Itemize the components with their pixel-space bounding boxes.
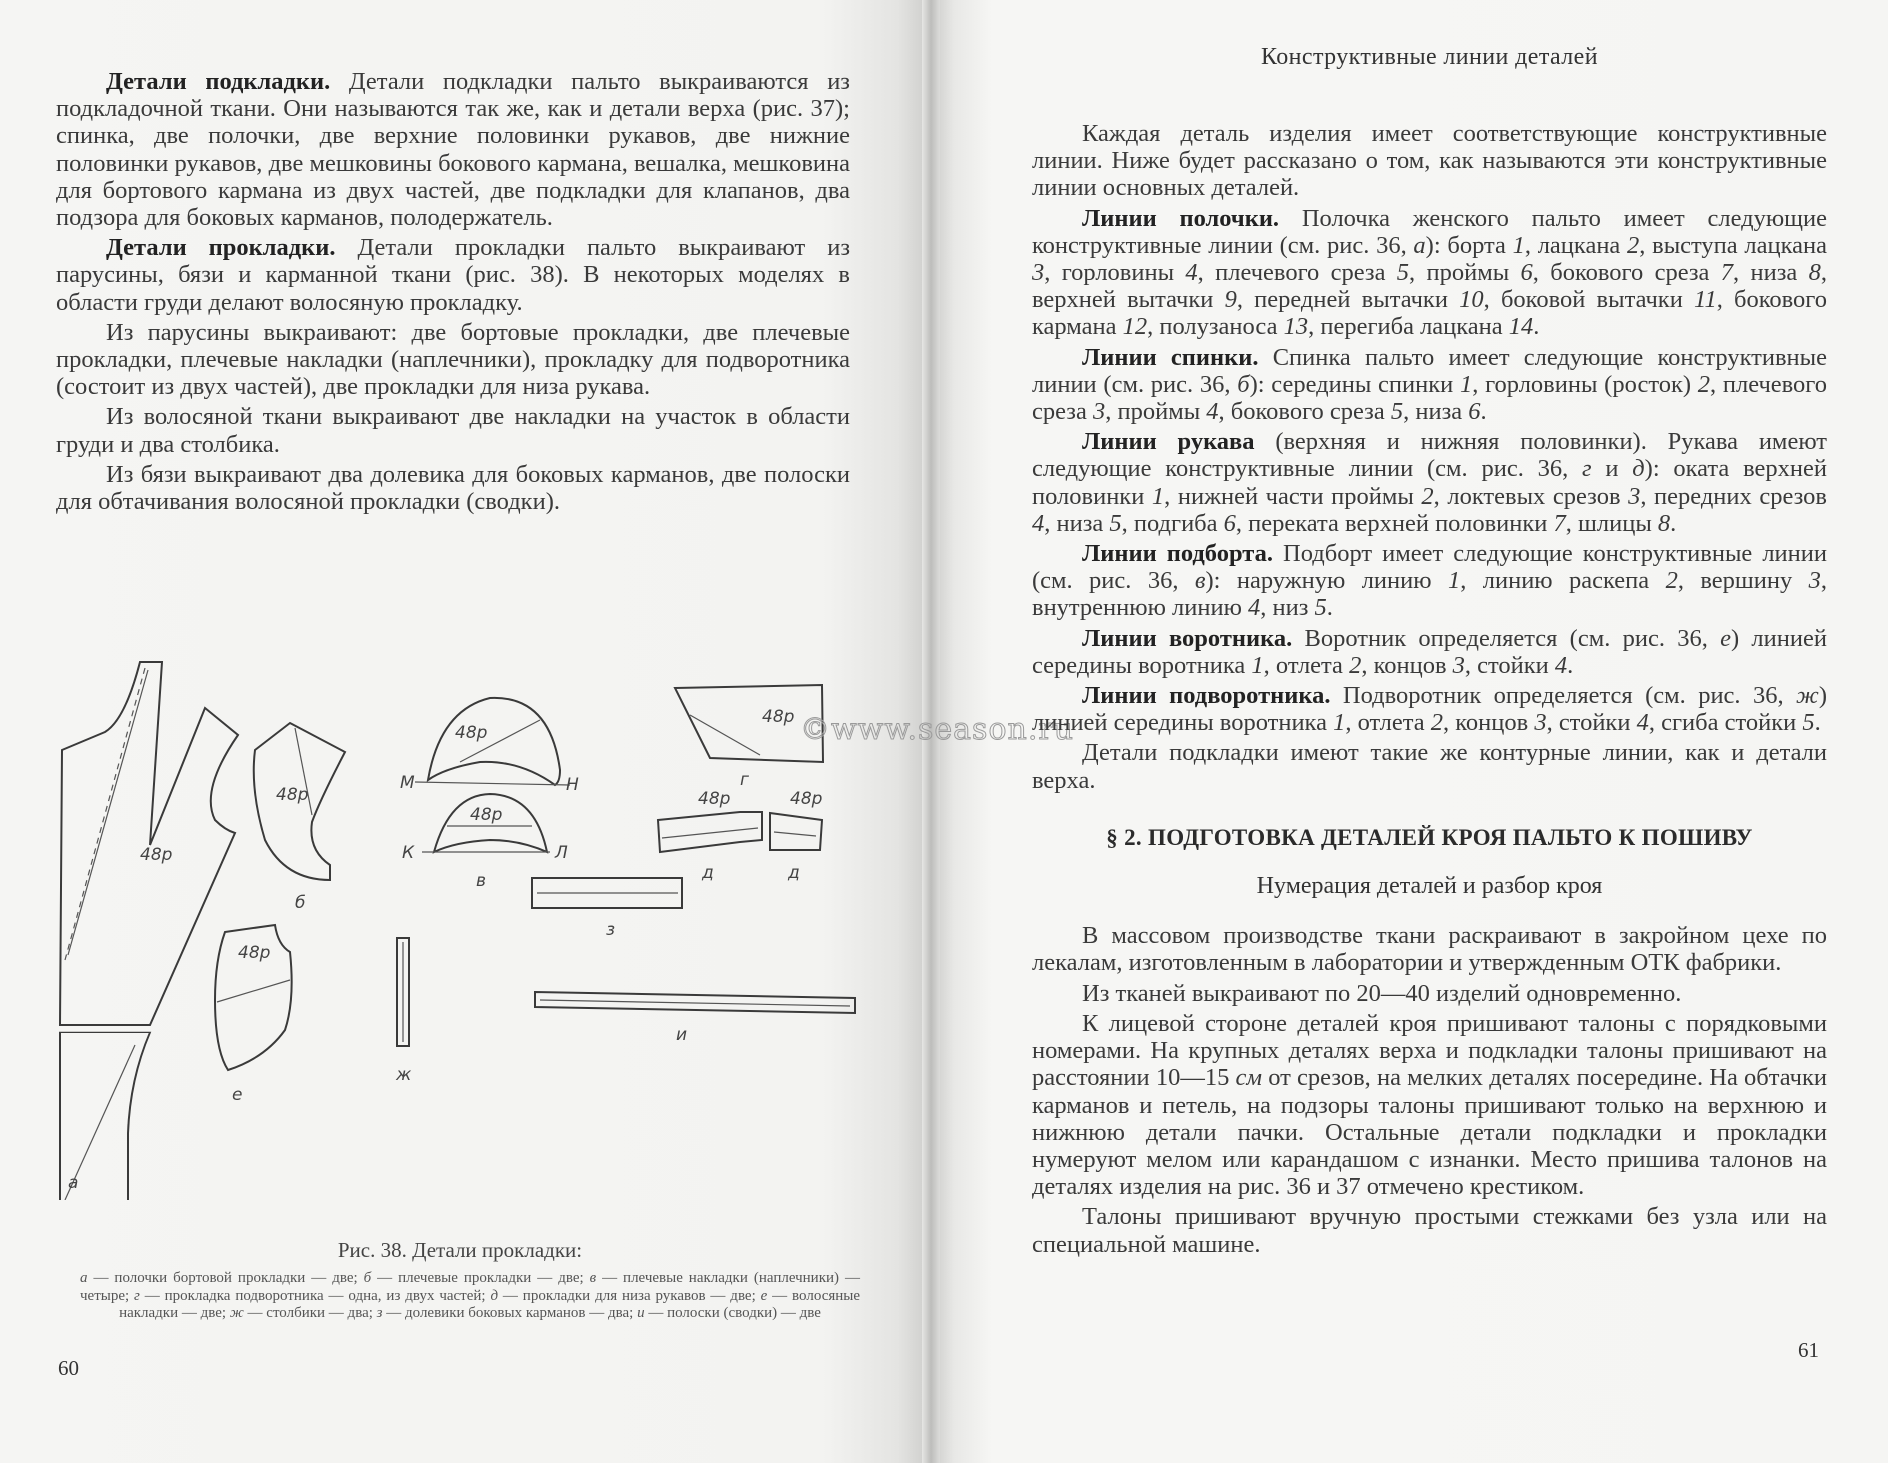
paragraph-lead: Линии подборта. xyxy=(1082,540,1273,568)
paragraph-lead: Линии подворотника. xyxy=(1082,682,1331,710)
paragraph xyxy=(1032,428,1827,537)
piece-label-e: е xyxy=(232,1085,243,1105)
paragraph xyxy=(1032,540,1827,622)
piece-label-zh: ж xyxy=(396,1065,412,1085)
size-label: 48р xyxy=(790,789,823,809)
paragraph xyxy=(1032,120,1827,202)
point-label-k: К xyxy=(402,843,415,863)
figure-title: Рис. 38. Детали прокладки: xyxy=(337,1238,583,1262)
legend-text: — прокладка подворотника — одна, из двух частей; xyxy=(139,1287,491,1304)
paragraph-body: Из бязи выкраивают два долевика для боковых карманов, две полоски для обтачивания волосяной прокладки (сводки). xyxy=(56,460,850,516)
paragraph-body: Талоны пришивают вручную простыми стежками без узла или на специальной машине. xyxy=(1032,1203,1827,1258)
subsection-title: Нумерация деталей и разбор кроя xyxy=(1256,873,1603,900)
right-page-text xyxy=(1032,120,1827,1261)
legend-key: г xyxy=(134,1287,140,1304)
paragraph xyxy=(1032,344,1827,426)
paragraph xyxy=(1032,682,1827,736)
legend-key: а xyxy=(80,1270,88,1286)
legend-text: — прокладки для низа рукавов — две; xyxy=(498,1287,761,1304)
paragraph-lead: Линии воротника. xyxy=(1082,624,1293,652)
legend-text: — плечевые прокладки — две; xyxy=(371,1270,590,1286)
size-label: 48р xyxy=(276,785,309,805)
legend-text: — полочки бортовой прокладки — две; xyxy=(87,1270,364,1286)
paragraph-lead: Детали прокладки. xyxy=(106,234,336,262)
piece-label-d: д xyxy=(702,863,714,883)
legend-text: — долевики боковых карманов — два; xyxy=(382,1305,638,1321)
size-label: 48р xyxy=(698,789,731,809)
left-page-text xyxy=(56,68,850,518)
legend-text: — столбики — два; xyxy=(243,1305,377,1321)
watermark: ©www.season.ru xyxy=(800,712,1075,747)
piece-e-hair-cloth xyxy=(215,925,292,1105)
piece-label-b: б xyxy=(295,893,306,913)
running-head: Конструктивные линии деталей xyxy=(1261,44,1598,70)
legend-text: — плечевые накладки (наплечники) — четыре; xyxy=(80,1270,860,1304)
paragraph-body: Каждая деталь изделия имеет соответствующие конструктивные линии. Ниже будет рассказано о том, как называются эти конструктивные линии основных деталей. xyxy=(1032,120,1827,202)
legend-text: — волосяные накладки — две; xyxy=(119,1287,861,1321)
paragraph-calico xyxy=(56,461,850,515)
point-label-l: Л xyxy=(555,843,568,863)
piece-b-shoulder-interlining xyxy=(254,723,345,913)
piece-d-sleeve-hem xyxy=(658,789,823,883)
paragraph-body: (верхняя и нижняя половинки). Рукава имеют следующие конструктивные линии (см. рис. 36, г и д): оката верхней половинки 1, нижней части проймы 2, локтевых срезов 3, передних срезов 4, низа 5, подгиба 6, переката верхней половинки 7, шлицы 8. xyxy=(1032,428,1828,537)
paragraph-body: Подворотник определяется (см. рис. 36, ж) линией середины воротника 1, отлета 2, концов 3, стойки 4, сгиба стойки 5. xyxy=(1032,682,1827,737)
piece-label-a: а xyxy=(68,1173,79,1193)
piece-zh-columns xyxy=(395,938,412,1085)
paragraph-body: К лицевой стороне деталей кроя пришивают талоны с порядковыми номерами. На крупных деталях верха и подкладки талоны пришивают на расстоянии 10—15 см от срезов, на мелких деталях посередине. На обтачки карманов и петель, на подзоры талоны пришивают только на верхнюю и нижнюю детали пачки. Остальные детали подкладки и прокладки нумеруют мелом или карандашом с изнанки. Место пришива талонов на деталях изделия на рис. 36 и 37 отмечено крестиком. xyxy=(1032,1009,1827,1201)
piece-label-d: д xyxy=(788,863,800,883)
legend-key: е xyxy=(760,1287,768,1304)
piece-label-g: г xyxy=(740,770,749,790)
piece-z-pocket-stays xyxy=(532,878,682,940)
paragraph-lead: Линии спинки. xyxy=(1082,343,1259,371)
page-number-left: 60 xyxy=(58,1356,79,1380)
numbering-section xyxy=(1032,922,1827,1257)
paragraph-lining xyxy=(56,68,850,231)
paragraph xyxy=(1032,1010,1827,1200)
paragraph xyxy=(1032,739,1827,793)
legend-key: д xyxy=(490,1287,499,1304)
paragraph xyxy=(1032,922,1827,976)
paragraph-interlining xyxy=(56,234,850,316)
legend-key: з xyxy=(376,1305,383,1321)
piece-v-shoulder-pads xyxy=(400,698,579,891)
paragraph-body: Детали прокладки пальто выкраивают из парусины, бязи и карманной ткани (рис. 38). В некоторых моделях в области груди делают волосяную прокладку. xyxy=(56,234,850,316)
paragraph-body: Детали подкладки пальто выкраиваются из подкладочной ткани. Они называются так же, как и детали верха (рис. 37); спинка, две полочки, две верхние половинки рукавов, две нижние половинки рукавов, две мешковины бокового кармана, вешалка, мешковина для бортового кармана из двух частей, две подкладки для клапанов, два подзора для боковых карманов, полодержатель. xyxy=(56,68,850,232)
paragraph-body: Подборт имеет следующие конструктивные линии (см. рис. 36, в): наружную линию 1, линию раскепа 2, вершину 3, внутреннюю линию 4, низ 5. xyxy=(1032,540,1828,622)
paragraph-lead: Линии полочки. xyxy=(1082,204,1280,232)
section-title: § 2. ПОДГОТОВКА ДЕТАЛЕЙ КРОЯ ПАЛЬТО К ПОШИВУ xyxy=(1106,824,1753,850)
figure-38-pattern-pieces xyxy=(50,640,870,1200)
piece-i-strips xyxy=(535,992,855,1045)
paragraph xyxy=(1032,205,1827,341)
page-number-right: 61 xyxy=(1798,1338,1819,1362)
paragraph-body: Из парусины выкраивают: две бортовые прокладки, две плечевые прокладки, плечевые накладки (наплечники), прокладку для подворотника (состоит из двух частей), две прокладки для низа рукава. xyxy=(56,318,850,401)
paragraph-lead: Детали подкладки. xyxy=(106,68,331,95)
construction-lines-section xyxy=(1032,120,1827,794)
paragraph-body: Полочка женского пальто имеет следующие конструктивные линии (см. рис. 36, а): борта 1, лацкана 2, выступа лацкана 3, горловины 4, плечевого среза 5, проймы 6, бокового среза 7, низа 8, верхней вытачки 9, передней вытачки 10, боковой вытачки 11, бокового кармана 12, полузаноса 13, перегиба лацкана 14. xyxy=(1032,204,1827,341)
paragraph-body: Из волосяной ткани выкраивают две накладки на участок в области груди и два столбика. xyxy=(56,403,850,458)
paragraph-body: Из тканей выкраивают по 20—40 изделий одновременно. xyxy=(1082,979,1682,1007)
piece-label-i: и xyxy=(676,1025,688,1045)
legend-key: и xyxy=(637,1305,645,1321)
piece-label-z: з xyxy=(606,920,616,940)
paragraph-hair-cloth xyxy=(56,403,850,457)
point-label-n: Н xyxy=(566,775,579,795)
legend-text: — полоски (сводки) — две xyxy=(644,1305,821,1321)
legend-key: в xyxy=(589,1270,597,1286)
size-label: 48р xyxy=(762,707,795,727)
paragraph-lead: Линии рукава xyxy=(1082,428,1255,456)
figure-legend xyxy=(80,1270,860,1323)
paragraph-body: В массовом производстве ткани раскраивают в закройном цехе по лекалам, изготовленным в лаборатории и утвержденным ОТК фабрики. xyxy=(1032,922,1827,977)
piece-label-v: в xyxy=(476,871,487,891)
pattern-drawing xyxy=(50,640,870,1200)
legend-key: б xyxy=(363,1270,372,1286)
paragraph xyxy=(1032,1203,1827,1257)
paragraph-body: Спинка пальто имеет следующие конструктивные линии (см. рис. 36, б): середины спинки 1, горловины (росток) 2, плечевого среза 3, проймы 4, бокового среза 5, низа 6. xyxy=(1032,343,1827,426)
legend-key: ж xyxy=(229,1305,244,1321)
size-label: 48р xyxy=(455,723,488,743)
paragraph-canvas xyxy=(56,319,850,401)
size-label: 48р xyxy=(238,943,271,963)
paragraph-body: Детали подкладки имеют такие же контурные линии, как и детали верха. xyxy=(1032,739,1827,794)
paragraph-body: Воротник определяется (см. рис. 36, е) линией середины воротника 1, отлета 2, концов 3, стойки 4. xyxy=(1032,624,1827,679)
piece-a-front-interlining xyxy=(60,662,238,1200)
paragraph xyxy=(1032,625,1827,679)
size-label: 48р xyxy=(140,845,173,865)
size-label: 48р xyxy=(470,805,503,825)
point-label-m: М xyxy=(400,773,415,793)
paragraph xyxy=(1032,980,1827,1007)
